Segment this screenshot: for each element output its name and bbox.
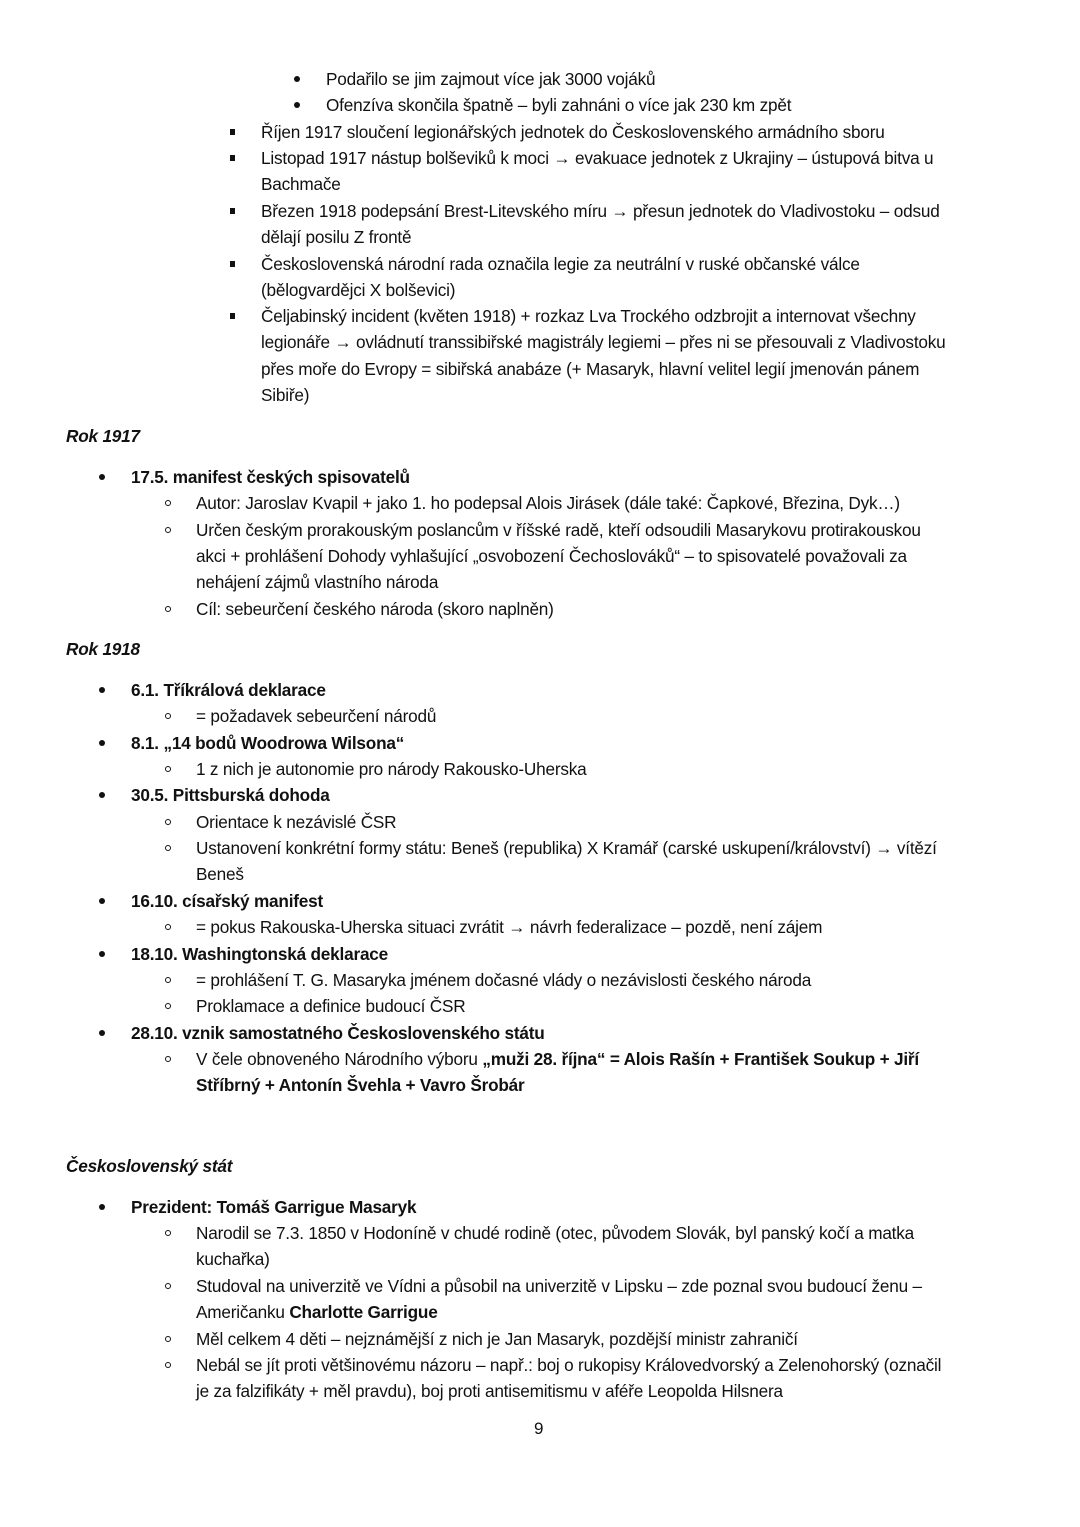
page-number: 9 [534, 1419, 544, 1438]
bullet-circle-icon [165, 1362, 171, 1368]
list-item: 1 z nich je autonomie pro národy Rakousko-Uherska [196, 759, 587, 779]
text-bold: Charlotte Garrigue [289, 1302, 438, 1322]
bullet-square-icon [230, 313, 235, 319]
list-item-title: 6.1. Tříkrálová deklarace [131, 680, 326, 700]
list-item: Březen 1918 podepsání Brest-Litevského míru → přesun jednotek do Vladivostoku – odsud [261, 201, 940, 221]
bullet-square-icon [230, 155, 235, 161]
list-item: Orientace k nezávislé ČSR [196, 812, 397, 832]
list-item-title: 8.1. „14 bodů Woodrowa Wilsona“ [131, 733, 405, 753]
list-item: Proklamace a definice budoucí ČSR [196, 996, 466, 1016]
section-heading-state: Československý stát [66, 1156, 233, 1176]
list-item-cont: přes moře do Evropy = sibiřská anabáze (+ Masaryk, hlavní velitel legií jmenován pánem [261, 359, 920, 379]
bullet-disc-icon [99, 474, 105, 480]
bullet-disc-icon [99, 687, 105, 693]
list-item: Ofenzíva skončila špatně – byli zahnáni o více jak 230 km zpět [326, 95, 792, 115]
bullet-disc-icon [99, 1030, 105, 1036]
list-item: Čeljabinský incident (květen 1918) + rozkaz Lva Trockého odzbrojit a internovat všechny [261, 306, 916, 326]
list-item-title: 28.10. vznik samostatného Československého státu [131, 1023, 545, 1043]
list-item: Narodil se 7.3. 1850 v Hodoníně v chudé rodině (otec, původem Slovák, byl panský kočí a matka [196, 1223, 915, 1243]
list-item [196, 1046, 919, 1072]
bullet-disc-icon [99, 898, 105, 904]
list-item: Listopad 1917 nástup bolševiků k moci → evakuace jednotek z Ukrajiny – ústupová bitva u [261, 148, 934, 168]
list-item-title: 16.10. císařský manifest [131, 891, 324, 911]
list-item-title: 18.10. Washingtonská deklarace [131, 944, 389, 964]
list-item-title: Prezident: Tomáš Garrigue Masaryk [131, 1197, 417, 1217]
bullet-circle-icon [165, 977, 171, 983]
list-item-cont: (bělogvardějci X bolševici) [261, 280, 456, 300]
list-item-cont: Bachmače [261, 174, 341, 194]
bullet-circle-icon [165, 1336, 171, 1342]
list-item: Nebál se jít proti většinovému názoru – např.: boj o rukopisy Královedvorský a Zelenohorský (označil [196, 1355, 942, 1375]
list-item: Podařilo se jim zajmout více jak 3000 vojáků [326, 69, 656, 89]
bullet-circle-icon [165, 845, 171, 851]
list-item-cont: Sibiře) [261, 385, 310, 405]
list-item-cont: kuchařka) [196, 1249, 270, 1269]
bullet-disc-icon [294, 76, 300, 82]
bullet-square-icon [230, 129, 235, 135]
list-item-cont [196, 1299, 438, 1325]
bullet-disc-icon [99, 792, 105, 798]
text-plain: Američanku [196, 1302, 290, 1322]
list-item-cont: Stříbrný + Antonín Švehla + Vavro Šrobár [196, 1075, 525, 1095]
bullet-square-icon [230, 261, 235, 267]
list-item: = prohlášení T. G. Masaryka jménem dočasné vlády o nezávislosti českého národa [196, 970, 812, 990]
list-item: Určen českým prorakouským poslancům v říšské radě, kteří odsoudili Masarykovu protirakouskou [196, 520, 921, 540]
list-item-title: 30.5. Pittsburská dohoda [131, 785, 330, 805]
bullet-circle-icon [165, 500, 171, 506]
list-item-cont: Beneš [196, 864, 244, 884]
list-item-cont: dělají posilu Z frontě [261, 227, 412, 247]
list-item: Měl celkem 4 děti – nejznámější z nich je Jan Masaryk, pozdější ministr zahraničí [196, 1329, 798, 1349]
bullet-circle-icon [165, 1283, 171, 1289]
list-item-title: 17.5. manifest českých spisovatelů [131, 467, 410, 487]
bullet-circle-icon [165, 1003, 171, 1009]
section-heading-1917: Rok 1917 [66, 426, 140, 446]
bullet-circle-icon [165, 766, 171, 772]
bullet-disc-icon [294, 102, 300, 108]
list-item-cont: nehájení zájmů vlastního národa [196, 572, 439, 592]
text-plain: V čele obnoveného Národního výboru [196, 1049, 483, 1069]
bullet-circle-icon [165, 819, 171, 825]
list-item: Říjen 1917 sloučení legionářských jednotek do Československého armádního sboru [261, 122, 885, 142]
text-bold: „muži 28. října“ = Alois Rašín + František Soukup + Jiří [482, 1049, 919, 1069]
bullet-circle-icon [165, 527, 171, 533]
list-item-cont: je za falzifikáty + měl pravdu), boj proti antisemitismu v aféře Leopolda Hilsnera [196, 1381, 783, 1401]
bullet-circle-icon [165, 1056, 171, 1062]
bullet-circle-icon [165, 713, 171, 719]
list-item: Československá národní rada označila legie za neutrální v ruské občanské válce [261, 254, 860, 274]
list-item: Autor: Jaroslav Kvapil + jako 1. ho podepsal Alois Jirásek (dále také: Čapkové, Březina, Dyk…) [196, 493, 900, 513]
bullet-disc-icon [99, 740, 105, 746]
section-heading-1918: Rok 1918 [66, 639, 140, 659]
bullet-disc-icon [99, 1204, 105, 1210]
bullet-disc-icon [99, 951, 105, 957]
list-item-cont: legionáře → ovládnutí transsibiřské magistrály legiemi – přes ni se přesouvali z Vladivostoku [261, 332, 946, 352]
list-item: = pokus Rakouska-Uherska situaci zvrátit → návrh federalizace – pozdě, není zájem [196, 917, 823, 937]
list-item: Cíl: sebeurčení českého národa (skoro naplněn) [196, 599, 554, 619]
bullet-square-icon [230, 208, 235, 214]
bullet-circle-icon [165, 1230, 171, 1236]
bullet-circle-icon [165, 924, 171, 930]
list-item-cont: akci + prohlášení Dohody vyhlašující „osvobození Čechoslováků“ – to spisovatelé považovali za [196, 546, 907, 566]
list-item: = požadavek sebeurčení národů [196, 706, 437, 726]
bullet-circle-icon [165, 606, 171, 612]
list-item: Ustanovení konkrétní formy státu: Beneš (republika) X Kramář (carské uskupení/království) → vítězí [196, 838, 937, 858]
list-item: Studoval na univerzitě ve Vídni a působil na univerzitě v Lipsku – zde poznal svou budoucí ženu – [196, 1276, 922, 1296]
